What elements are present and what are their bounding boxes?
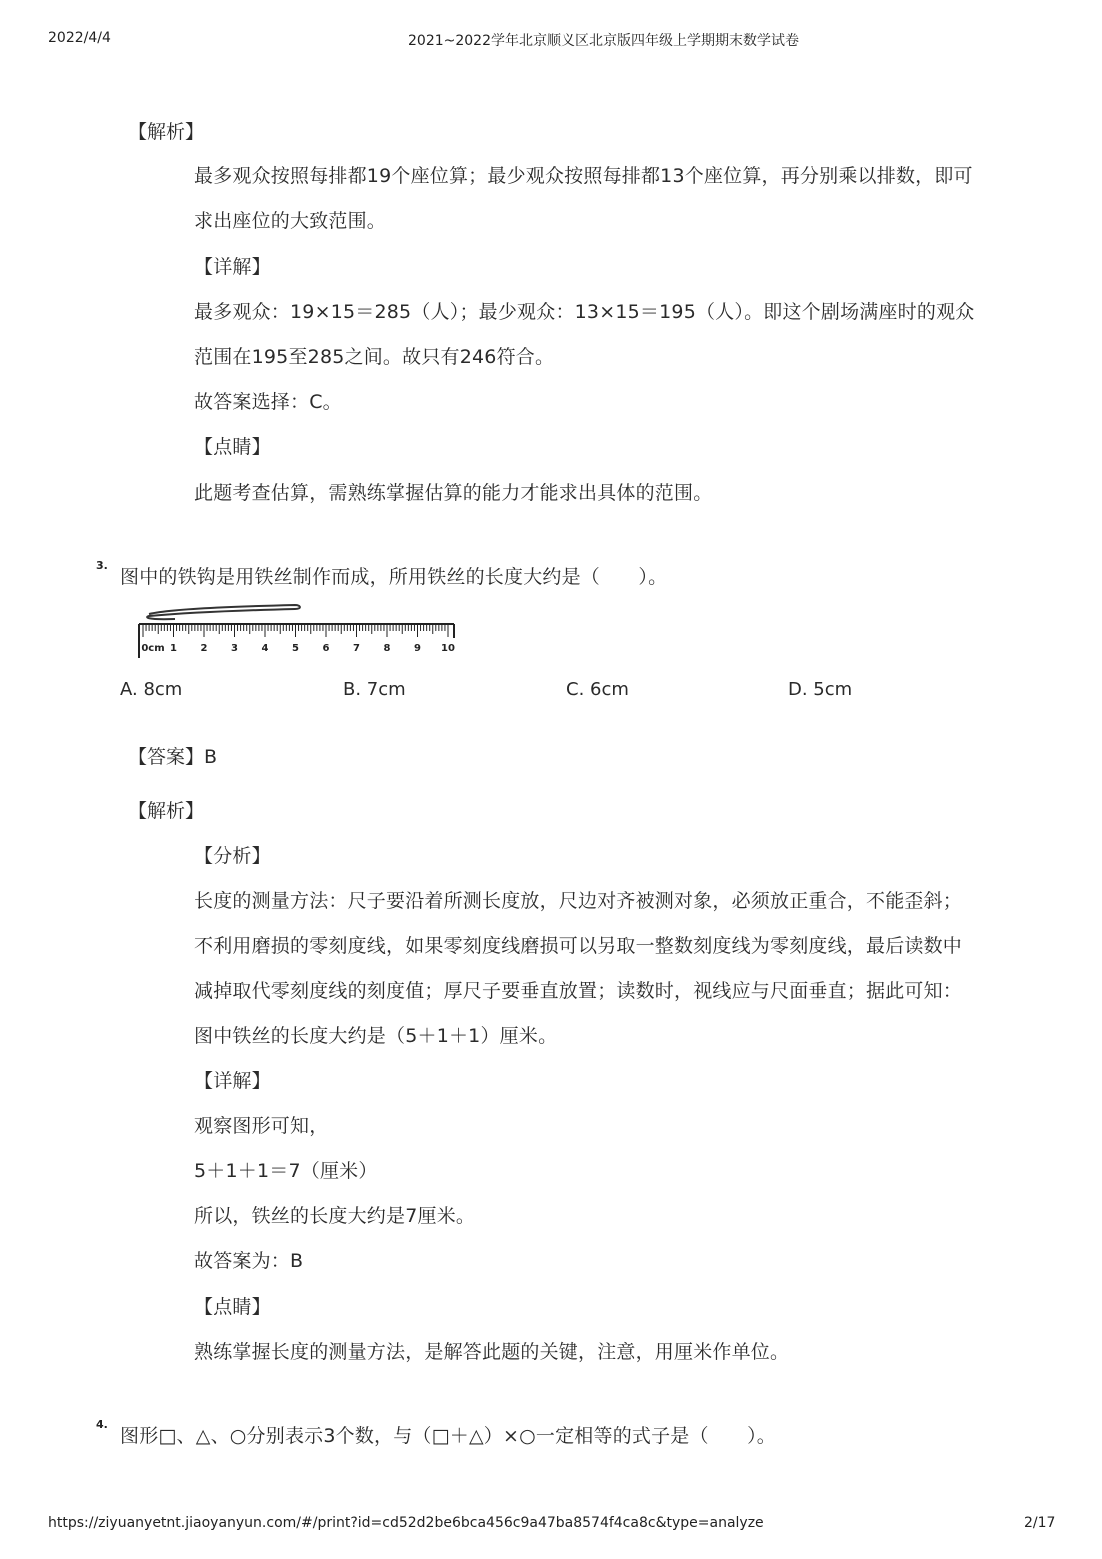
q4-stem: 图形□、△、○分别表示3个数，与（□＋△）×○一定相等的式子是（ ）。: [120, 1425, 776, 1447]
q3-fenxi-line: 长度的测量方法：尺子要沿着所测长度放，尺边对齐被测对象，必须放正重合，不能歪斜；: [194, 890, 963, 912]
q3-detail-heading: 【详解】: [194, 1070, 271, 1092]
footer-url: https://ziyuanyetnt.jiaoyanyun.com/#/print?id=cd52d2be6bca456c9a47ba8574f4ca8c&type=analyze: [48, 1515, 764, 1531]
q2-detail-line: 范围在195至285之间。故只有246符合。: [194, 346, 555, 368]
ruler-tick-label: 9: [414, 643, 421, 654]
q2-point-heading: 【点睛】: [194, 436, 271, 458]
q2-detail-line: 故答案选择：C。: [194, 391, 342, 413]
q3-fenxi-line: 图中铁丝的长度大约是（5＋1＋1）厘米。: [194, 1025, 558, 1047]
ruler-figure: [135, 596, 465, 662]
ruler-tick-label: 1: [170, 643, 177, 654]
q3-option-b: B. 7cm: [343, 679, 406, 700]
ruler-tick-label: 4: [261, 643, 269, 654]
ruler-svg: [135, 596, 465, 662]
document-title: 2021~2022学年北京顺义区北京版四年级上学期期末数学试卷: [408, 33, 799, 49]
ruler-tick-label: 0cm: [141, 643, 165, 654]
q2-point-line: 此题考查估算，需熟练掌握估算的能力才能求出具体的范围。: [194, 482, 713, 504]
print-date: 2022/4/4: [48, 30, 111, 46]
q3-number: 3.: [96, 559, 108, 572]
q3-detail-line: 故答案为：B: [194, 1250, 304, 1272]
ruler-tick-label: 2: [200, 643, 208, 654]
q2-detail-line: 最多观众：19×15＝285（人）；最少观众：13×15＝195（人）。即这个剧场满座时的观众: [194, 301, 975, 323]
ruler-tick-label: 8: [383, 643, 391, 654]
q2-detail-heading: 【详解】: [194, 256, 271, 278]
q4-number: 4.: [96, 1418, 108, 1431]
ruler-tick-label: 3: [231, 643, 238, 654]
ruler-tick-label: 5: [292, 643, 299, 654]
ruler-tick-label: 7: [353, 643, 360, 654]
q3-answer: 【答案】B: [128, 746, 218, 768]
page-number: 2/17: [1024, 1515, 1056, 1531]
q3-point-line: 熟练掌握长度的测量方法，是解答此题的关键，注意，用厘米作单位。: [194, 1341, 790, 1363]
q3-option-a: A. 8cm: [120, 679, 183, 700]
ruler-labels: [141, 643, 455, 654]
q3-detail-line: 5＋1＋1＝7（厘米）: [194, 1160, 378, 1182]
q3-fenxi-heading: 【分析】: [194, 845, 271, 867]
iron-wire-hook: [147, 605, 300, 619]
q3-analysis-heading: 【解析】: [128, 800, 205, 822]
q3-detail-line: 所以，铁丝的长度大约是7厘米。: [194, 1205, 476, 1227]
q3-point-heading: 【点睛】: [194, 1296, 271, 1318]
q3-option-d: D. 5cm: [788, 679, 853, 700]
q3-fenxi-line: 减掉取代零刻度线的刻度值；厚尺子要垂直放置；读数时，视线应与尺面垂直；据此可知：: [194, 980, 963, 1002]
q2-analysis-heading: 【解析】: [128, 121, 205, 143]
ruler-tick-label: 10: [441, 643, 455, 654]
ruler-tick-label: 6: [322, 643, 330, 654]
q2-analysis-line: 求出座位的大致范围。: [194, 210, 387, 232]
q3-fenxi-line: 不利用磨损的零刻度线，如果零刻度线磨损可以另取一整数刻度线为零刻度线，最后读数中: [194, 935, 963, 957]
q2-analysis-line: 最多观众按照每排都19个座位算；最少观众按照每排都13个座位算，再分别乘以排数，即可: [194, 165, 973, 187]
q3-option-c: C. 6cm: [566, 679, 629, 700]
q3-stem: 图中的铁钩是用铁丝制作而成，所用铁丝的长度大约是（ ）。: [120, 566, 668, 588]
q3-detail-line: 观察图形可知，: [194, 1115, 329, 1137]
